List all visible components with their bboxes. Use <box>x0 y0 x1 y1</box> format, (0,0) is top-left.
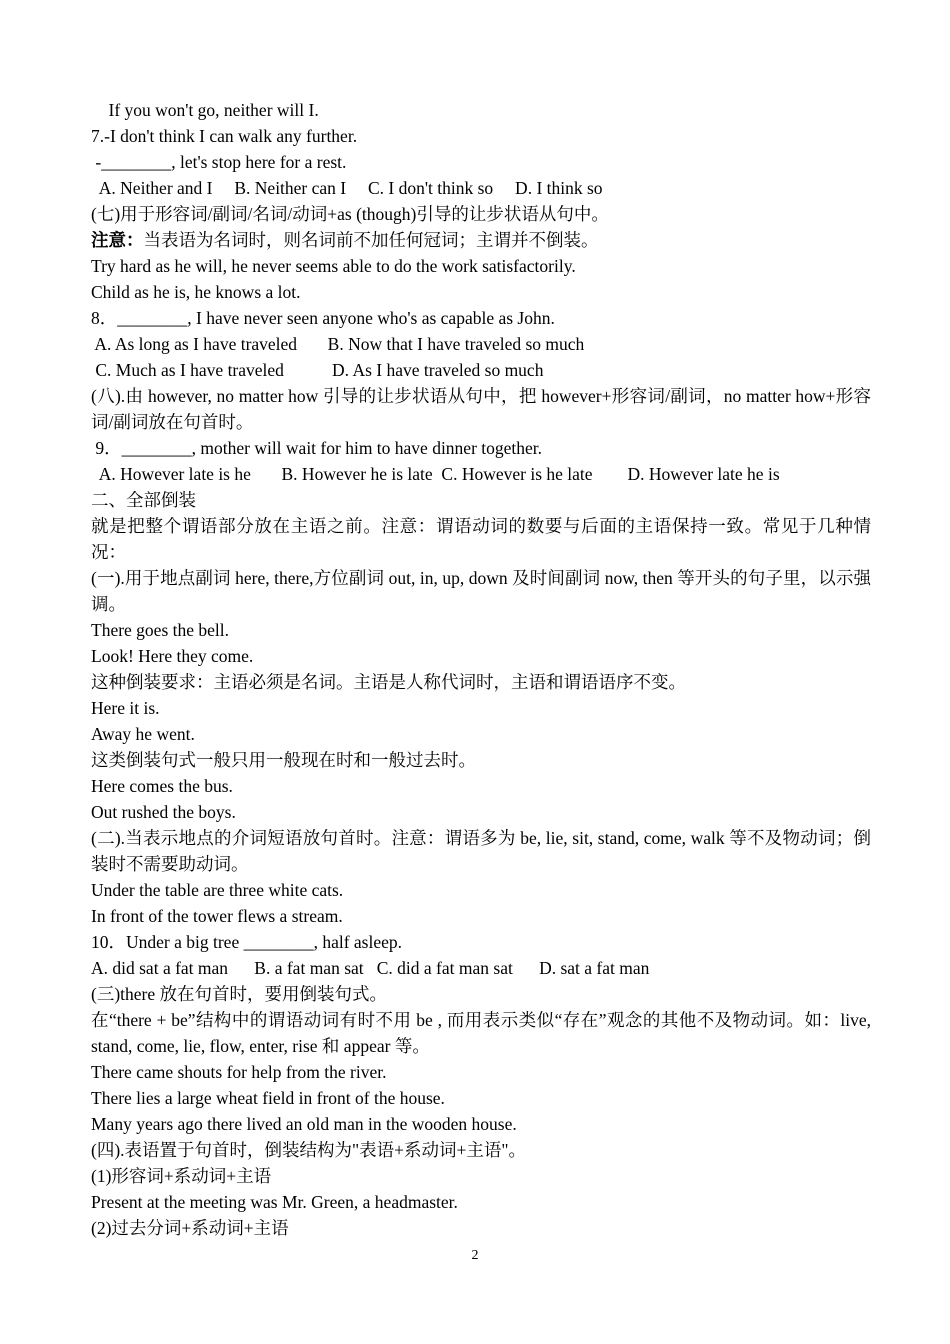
example-sentence: Child as he is, he knows a lot. <box>91 282 301 302</box>
example-sentence: Try hard as he will, he never seems able to do the work satisfactorily. <box>91 256 576 276</box>
example-sentence: Away he went. <box>91 724 195 744</box>
section-heading-4: (四).表语置于句首时，倒装结构为"表语+系动词+主语"。 <box>91 1140 527 1160</box>
example-sentence: Look! Here they come. <box>91 646 254 666</box>
paragraph: 在“there + be”结构中的谓语动词有时不用 be , 而用表示类似“存在”观念的其他不及物动词。如：live, stand, come, lie, flow, enter, rise 和 appear 等。 <box>91 1010 871 1056</box>
question-9-options: A. However late is he B. However he is late C. However is he late D. However late he is <box>91 464 780 484</box>
example-sentence: Under the table are three white cats. <box>91 880 344 900</box>
question-8-stem: 8．________, I have never seen anyone who's as capable as John. <box>91 308 555 328</box>
paragraph: 这类倒装句式一般只用一般现在时和一般过去时。 <box>91 750 476 770</box>
page-number: 2 <box>471 1248 479 1263</box>
question-9-stem: 9．________, mother will wait for him to have dinner together. <box>91 438 543 458</box>
note-line <box>91 227 871 253</box>
question-10-stem: 10．Under a big tree ________, half asleep. <box>91 932 403 952</box>
paragraph: 就是把整个谓语部分放在主语之前。注意：谓语动词的数要与后面的主语保持一致。常见于几种情况： <box>91 516 871 562</box>
section-heading-1: (一).用于地点副词 here, there,方位副词 out, in, up, down 及时间副词 now, then 等开头的句子里，以示强调。 <box>91 568 871 614</box>
example-sentence: In front of the tower flews a stream. <box>91 906 343 926</box>
example-sentence: There came shouts for help from the river. <box>91 1062 387 1082</box>
example-sentence: There goes the bell. <box>91 620 230 640</box>
question-7-options: A. Neither and I B. Neither can I C. I don't think so D. I think so <box>91 178 603 198</box>
example-sentence: Many years ago there lived an old man in the wooden house. <box>91 1114 517 1134</box>
question-8-options-cd: C. Much as I have traveled D. As I have traveled so much <box>91 360 544 380</box>
example-sentence: Here it is. <box>91 698 160 718</box>
example-sentence: There lies a large wheat field in front of the house. <box>91 1088 445 1108</box>
question-7-reply: -________, let's stop here for a rest. <box>91 152 347 172</box>
question-8-options-ab: A. As long as I have traveled B. Now that I have traveled so much <box>91 334 585 354</box>
sub-heading-2: (2)过去分词+系动词+主语 <box>91 1218 289 1238</box>
example-sentence: Present at the meeting was Mr. Green, a headmaster. <box>91 1192 458 1212</box>
section-heading-2: (二).当表示地点的介词短语放句首时。注意：谓语多为 be, lie, sit, stand, come, walk 等不及物动词；倒装时不需要助动词。 <box>91 828 871 874</box>
question-7-stem: 7.-I don't think I can walk any further. <box>91 126 358 146</box>
sub-heading-1: (1)形容词+系动词+主语 <box>91 1166 272 1186</box>
note-label: 注意： <box>91 230 144 250</box>
paragraph: 这种倒装要求：主语必须是名词。主语是人称代词时，主语和谓语语序不变。 <box>91 672 686 692</box>
section-heading-7: (七)用于形容词/副词/名词/动词+as (though)引导的让步状语从句中。 <box>91 204 609 224</box>
chapter-heading-full-inversion: 二、全部倒装 <box>91 490 196 510</box>
note-text: 当表语为名词时，则名词前不加任何冠词；主谓并不倒装。 <box>143 230 599 250</box>
example-sentence: Here comes the bus. <box>91 776 233 796</box>
section-heading-3: (三)there 放在句首时，要用倒装句式。 <box>91 984 388 1004</box>
page-content <box>91 97 871 1241</box>
text-line: If you won't go, neither will I. <box>91 100 319 120</box>
question-10-options: A. did sat a fat man B. a fat man sat C. did a fat man sat D. sat a fat man <box>91 958 650 978</box>
section-heading-8: (八).由 however, no matter how 引导的让步状语从句中，把 however+形容词/副词，no matter how+形容词/副词放在句首时。 <box>91 386 871 432</box>
example-sentence: Out rushed the boys. <box>91 802 236 822</box>
